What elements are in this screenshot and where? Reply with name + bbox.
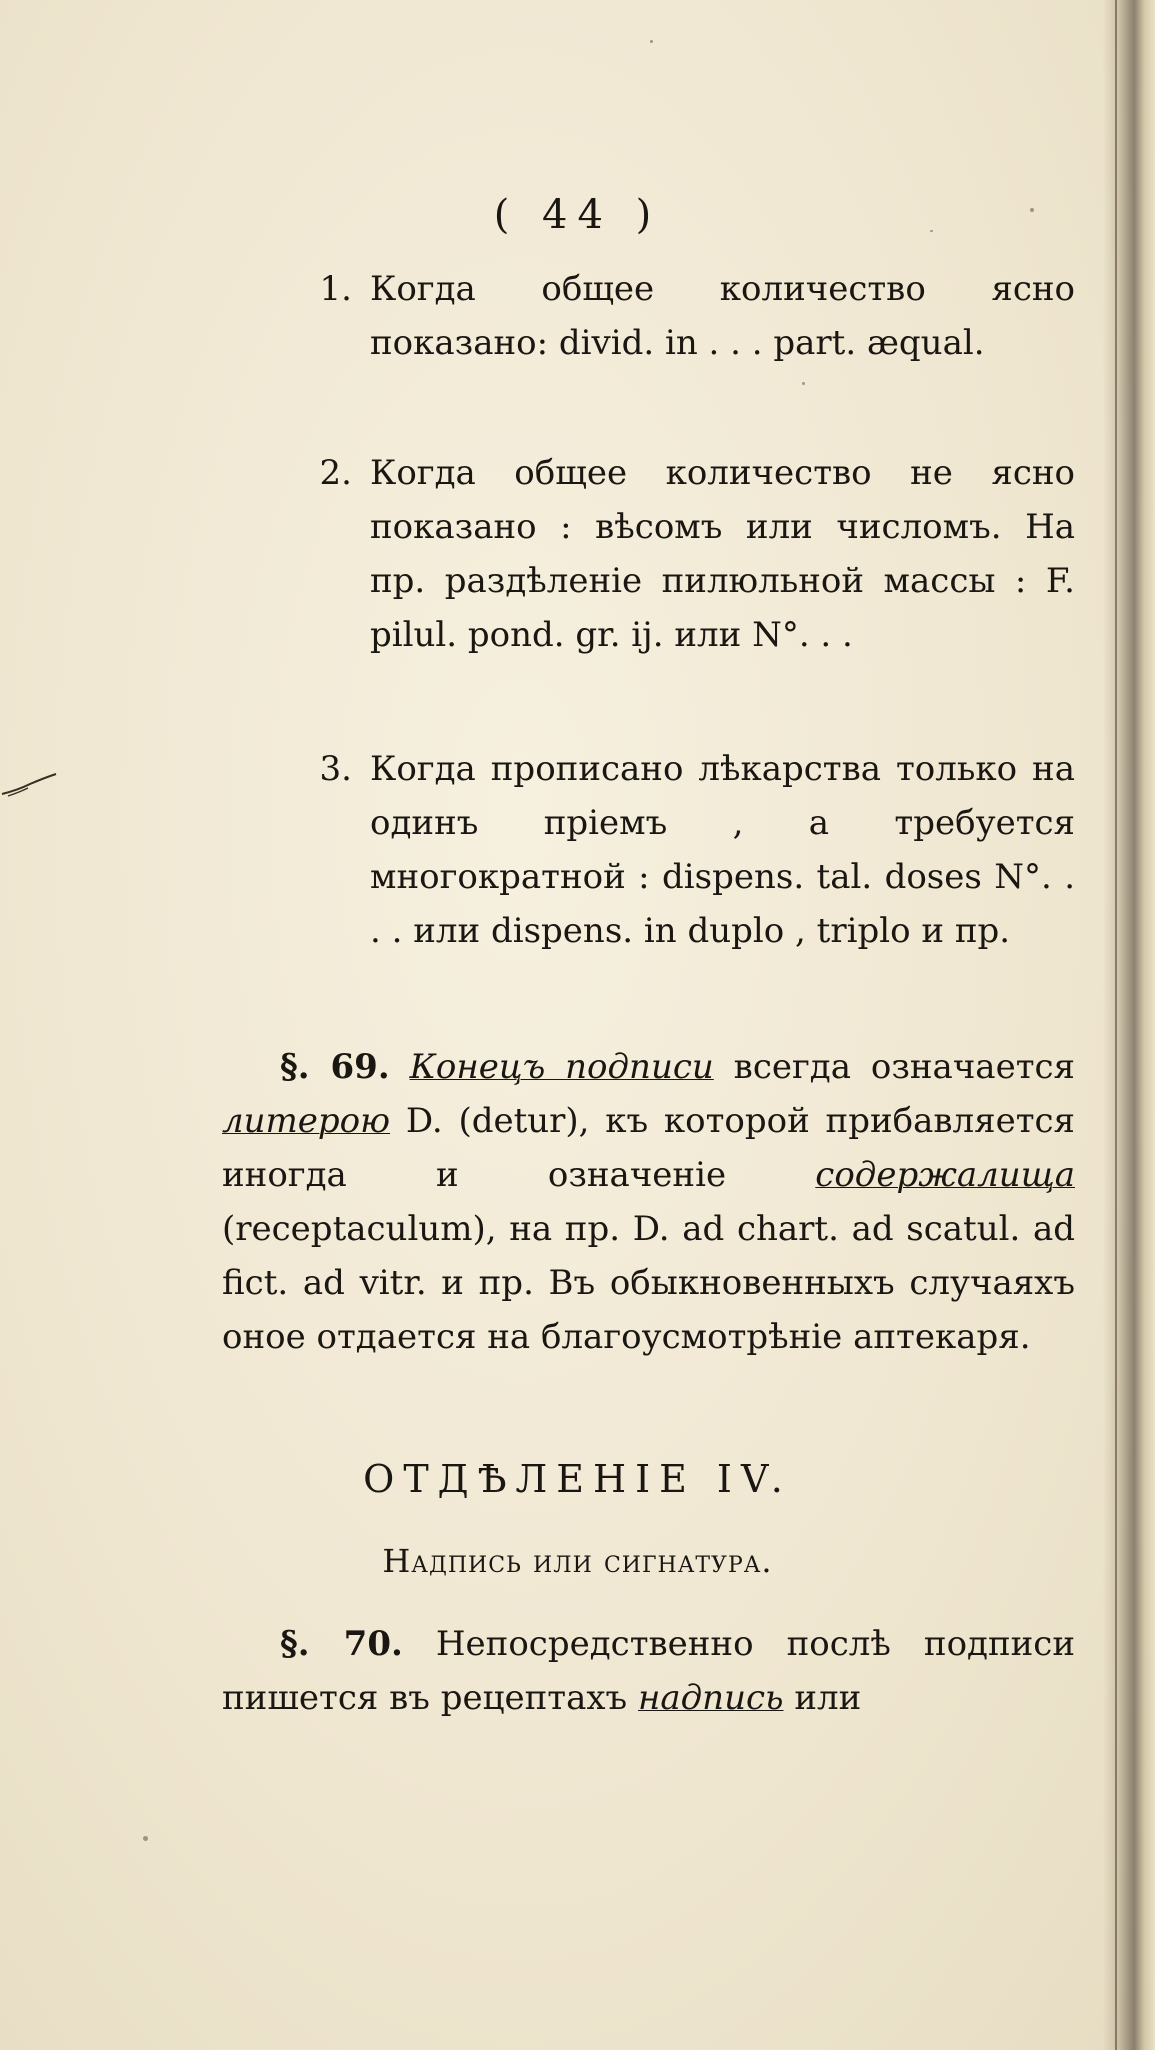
list-item-number: 1. xyxy=(319,269,352,309)
paragraph-text-run: или xyxy=(783,1678,862,1718)
page-binding-shadow xyxy=(1103,0,1155,2050)
list-item-number: 2. xyxy=(319,453,352,493)
section-heading: ОТДѢЛЕНІЕ IV. xyxy=(363,1457,792,1501)
page-number-header: ( 44 ) xyxy=(493,192,662,238)
paragraph-70 xyxy=(222,1617,1075,1725)
list-item-text: Когда прописано лѣкарства только на одинъ пріемъ , а требуется многократной : dispens. tal. doses N°. . . . или dispens. in duplo , triplo и пр. xyxy=(370,749,1075,951)
paragraph-69 xyxy=(222,1040,1075,1364)
page-binding-edge xyxy=(1115,0,1117,2050)
emphasis-term: литерою xyxy=(222,1101,391,1141)
section-sign: §. 70. xyxy=(280,1624,403,1664)
list-item xyxy=(319,742,1075,958)
list-item-text: Когда общее количество ясно показано: divid. in . . . part. æqual. xyxy=(370,269,1075,363)
paragraph-text-run: D. (detur), къ которой прибавляется иногда и означеніе xyxy=(222,1101,1075,1195)
paragraph-70-text xyxy=(222,1617,1075,1725)
paragraph-text-run: всегда означается xyxy=(713,1047,1075,1087)
margin-ink-mark xyxy=(0,772,60,798)
emphasis-term: Конецъ подписи xyxy=(409,1047,714,1087)
paragraph-text-run: (receptaculum), на пр. D. ad chart. ad scatul. ad fict. ad vitr. и пр. Въ обыкновенныхъ случаяхъ оное отдается на благоусмотрѣніе аптекаря. xyxy=(222,1209,1075,1357)
list-item-number: 3. xyxy=(319,749,352,789)
section-sign: §. 69. xyxy=(280,1047,390,1087)
paragraph-text-run: Непосредственно послѣ подписи пишется въ рецептахъ xyxy=(222,1624,1075,1718)
emphasis-term: надпись xyxy=(637,1678,784,1718)
list-item xyxy=(319,262,1075,370)
emphasis-term: содержалища xyxy=(815,1155,1075,1195)
paragraph-69-text xyxy=(222,1040,1075,1364)
list-item-text: Когда общее количество не ясно показано : вѣсомъ или числомъ. На пр. раздѣленіе пилюльной массы : F. pilul. pond. gr. ij. или N°. . . xyxy=(370,453,1075,655)
list-item xyxy=(319,446,1075,662)
section-subheading: Надпись или сигнатура. xyxy=(382,1542,773,1580)
